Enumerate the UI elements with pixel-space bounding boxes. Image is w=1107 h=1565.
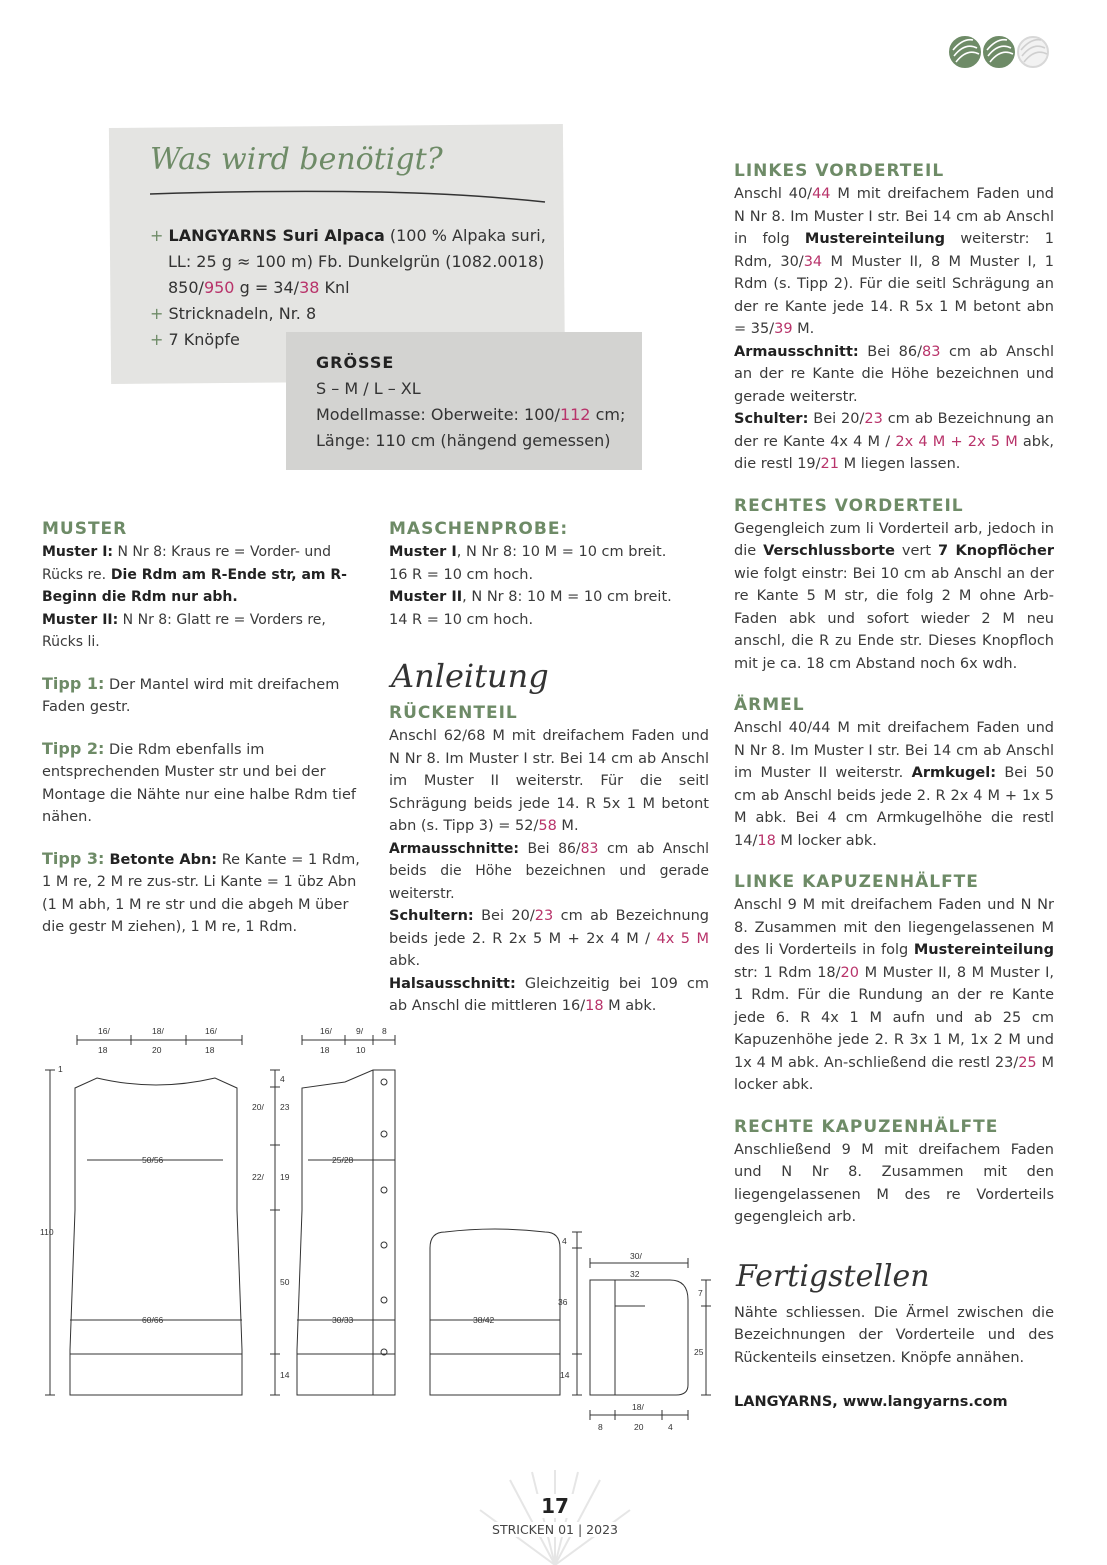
dim-text: 25/28 — [332, 1155, 354, 1165]
footer — [470, 1494, 640, 1537]
tip-1: Tipp 1: Der Mantel wird mit dreifachem Faden gestr. — [42, 673, 340, 715]
materials-item: 850/950 g = 34/38 Knl — [168, 278, 350, 297]
dim-text: 1 — [58, 1064, 63, 1074]
credit: LANGYARNS, www.langyarns.com — [734, 1394, 1008, 1410]
probe-heading: MASCHENPROBE: — [389, 519, 569, 539]
anleitung-title: Anleitung — [391, 657, 549, 695]
tip-3: Tipp 3: Betonte Abn: Re Kante = 1 Rdm, 1 M re, 2 M re zus-str. Li Kante = 1 übz Abn (1 M abh, 1 M re str und die abgeh M über die gestr M ziehen), 1 M re, 1 Rdm. — [42, 848, 360, 935]
dim-text: 8 — [598, 1422, 603, 1432]
linkes-p1: Anschl 40/44 M mit dreifachem Faden und N Nr 8. Im Muster I str. Bei 14 cm ab Anschl in folg Mustereinteilung weiterstr: 1 Rdm, 30/34 M Muster II, 8 M Muster I, 1 Rdm (s. Tipp 2). Für die seitl Schrägung an der re Kante jede 14. R 5x 1 M betont abn = 35/39 M. — [734, 186, 1054, 337]
size-list: S – M / L – XL — [316, 379, 421, 398]
materials-item: + LANGYARNS Suri Alpaca (100 % Alpaka suri, — [150, 226, 546, 245]
aermel-p: Anschl 40/44 M mit dreifachem Faden und N Nr 8. Im Muster I str. Bei 14 cm ab Anschl im Muster II weiterstr. Armkugel: Bei 50 cm ab Anschl beids jede 2. R 2x 4 M + 1x 5 M abk. Bei 4 cm Armkugelhöhe die restl 14/18 M locker abk. — [734, 720, 1054, 849]
dim-text: 4 — [280, 1074, 285, 1084]
ruecken-p1: Anschl 62/68 M mit dreifachem Faden und N Nr 8. Im Muster I str. Bei 14 cm ab Anschl im Muster II weiterstr. Für die seitl Schrägung beids jede 14. R 5x 1 M betont abn (s. Tipp 3) = 52/58 M. — [389, 728, 709, 834]
dim-text: 60/66 — [142, 1315, 164, 1325]
column-right — [734, 161, 1054, 1414]
dim-text: 10 — [356, 1045, 366, 1055]
dim-text: 30/33 — [332, 1315, 354, 1325]
dim-text: 14 — [560, 1370, 570, 1380]
dim-text: 16/ — [205, 1026, 217, 1036]
dim-text: 38/42 — [473, 1315, 495, 1325]
materials-item: + 7 Knöpfe — [150, 330, 240, 349]
dim-text: 50/56 — [142, 1155, 164, 1165]
page-number: 17 — [535, 1494, 575, 1518]
schematic-diagram — [40, 1020, 720, 1440]
materials-item: LL: 25 g ≈ 100 m) Fb. Dunkelgrün (1082.0018) — [168, 252, 545, 271]
difficulty-yarn-icon — [945, 34, 1060, 72]
materials-item: + Stricknadeln, Nr. 8 — [150, 304, 317, 323]
dim-text: 7 — [698, 1288, 703, 1298]
rechtes-heading: RECHTES VORDERTEIL — [734, 495, 964, 516]
fertig-title: Fertigstellen — [736, 1258, 930, 1294]
muster-1: Muster I: N Nr 8: Kraus re = Vorder- und Rücks re. Die Rdm am R-Ende str, am R-Beginn die Rdm nur abh. — [42, 544, 347, 605]
dim-text: 30/ — [630, 1251, 642, 1261]
dim-text: 20 — [152, 1045, 162, 1055]
linke-kap-heading: LINKE KAPUZENHÄLFTE — [734, 872, 979, 892]
dim-text: 50 — [280, 1277, 290, 1287]
probe-l1: Muster I, N Nr 8: 10 M = 10 cm breit. — [389, 544, 667, 560]
dim-text: 16/ — [320, 1026, 332, 1036]
dim-text: 20/ — [252, 1102, 264, 1112]
linkes-schulter: Schulter: Bei 20/23 cm ab Bezeichnung an der re Kante 4x 4 M / 2x 4 M + 2x 5 M abk, die restl 19/21 M liegen lassen. — [734, 411, 1055, 472]
ruecken-arm: Armausschnitte: Bei 86/83 cm ab Anschl beids die Höhe bezeichnen und gerade weiterstr. — [389, 840, 709, 902]
probe-l4: 14 R = 10 cm hoch. — [389, 611, 534, 628]
probe-l3: Muster II, N Nr 8: 10 M = 10 cm breit. — [389, 589, 672, 605]
tip-2: Tipp 2: Die Rdm ebenfalls im entsprechenden Muster str und bei der Montage die Nähte nur eine halbe Rdm tief nähen. — [42, 738, 356, 825]
dim-text: 19 — [280, 1172, 290, 1182]
dim-text: 18/ — [632, 1402, 644, 1412]
dim-text: 4 — [562, 1236, 567, 1246]
dim-text: 18/ — [152, 1026, 164, 1036]
title-swash — [150, 186, 550, 206]
rechtes-p: Gegengleich zum li Vorderteil arb, jedoch in die Verschlussborte vert 7 Knopflöcher wie folgt einstr: Bei 10 cm ab Anschl an der re Kante 5 M str, die folg 2 M ohne Arb-Faden abk und sofort wieder 2 M neu anschl, die R zu Ende str. Dieses Knopfloch mit je ca. 18 cm Abstand noch 6x wdh. — [734, 520, 1054, 672]
linkes-heading: LINKES VORDERTEIL — [734, 161, 945, 181]
dim-text: 14 — [280, 1370, 290, 1380]
linke-kap-p: Anschl 9 M mit dreifachem Faden und N Nr 8. Zusammen mit den liegengelassenen M des li Vorderteils in folg Mustereinteilung str: 1 Rdm 18/20 M Muster II, 8 M Muster I, 1 Rdm. Für die Rundung an der re Kante jede 6. R 4x 1 M aufn und ab 25 cm Kapuzenhöhe jede 2. R 3x 1 M, 1x 2 M und 1x 4 M abk. An-schließend die restl 23/25 M locker abk. — [734, 897, 1055, 1093]
dim-text: 110 — [40, 1227, 54, 1237]
size-model: Modellmasse: Oberweite: 100/112 cm; — [316, 405, 626, 424]
dim-text: 16/ — [98, 1026, 110, 1036]
dim-text: 36 — [558, 1297, 568, 1307]
dim-text: 18 — [320, 1045, 330, 1055]
probe-l2: 16 R = 10 cm hoch. — [389, 566, 534, 583]
rechte-kap-p: Anschließend 9 M mit dreifachem Faden und N Nr 8. Zusammen mit den liegengelassenen M des re Vorderteils gegengleich arb. — [734, 1141, 1054, 1225]
fertig-p: Nähte schliessen. Die Ärmel zwischen die Bezeichnungen der Vorderteile und des Rückenteils einsetzen. Knöpfe annähen. — [734, 1304, 1054, 1366]
ruecken-heading: RÜCKENTEIL — [389, 703, 518, 723]
muster-2: Muster II: N Nr 8: Glatt re = Vorders re, Rücks li. — [42, 611, 326, 650]
dim-text: 9/ — [356, 1026, 364, 1036]
dim-text: 22/ — [252, 1172, 264, 1182]
muster-heading: MUSTER — [42, 519, 128, 539]
dim-text: 18 — [205, 1045, 215, 1055]
dim-text: 18 — [98, 1045, 108, 1055]
dim-text: 8 — [382, 1026, 387, 1036]
column-middle — [389, 519, 709, 1018]
size-title: GRÖSSE — [316, 353, 395, 372]
dim-text: 23 — [280, 1102, 290, 1112]
linkes-arm: Armausschnitt: Bei 86/83 cm ab Anschl an der re Kante die Höhe bezeichnen und gerade weiterstr. — [734, 343, 1054, 405]
aermel-heading: ÄRMEL — [734, 695, 805, 715]
ruecken-hals: Halsausschnitt: Gleichzeitig bei 109 cm ab Anschl die mittleren 16/18 M abk. — [389, 975, 709, 1014]
rechte-kap-heading: RECHTE KAPUZENHÄLFTE — [734, 1116, 999, 1137]
dim-text: 4 — [668, 1422, 673, 1432]
ruecken-schultern: Schultern: Bei 20/23 cm ab Bezeichnung beids jede 2. R 2x 5 M + 2x 4 M / 4x 5 M abk. — [389, 908, 709, 969]
dim-text: 25 — [694, 1347, 704, 1357]
issue-label: STRICKEN 01 | 2023 — [470, 1522, 640, 1537]
dim-text: 32 — [630, 1269, 640, 1279]
dim-text: 20 — [634, 1422, 644, 1432]
size-block — [316, 350, 625, 454]
materials-title: Was wird benötigt? — [150, 142, 443, 177]
size-length: Länge: 110 cm (hängend gemessen) — [316, 431, 611, 450]
column-left — [42, 519, 364, 939]
